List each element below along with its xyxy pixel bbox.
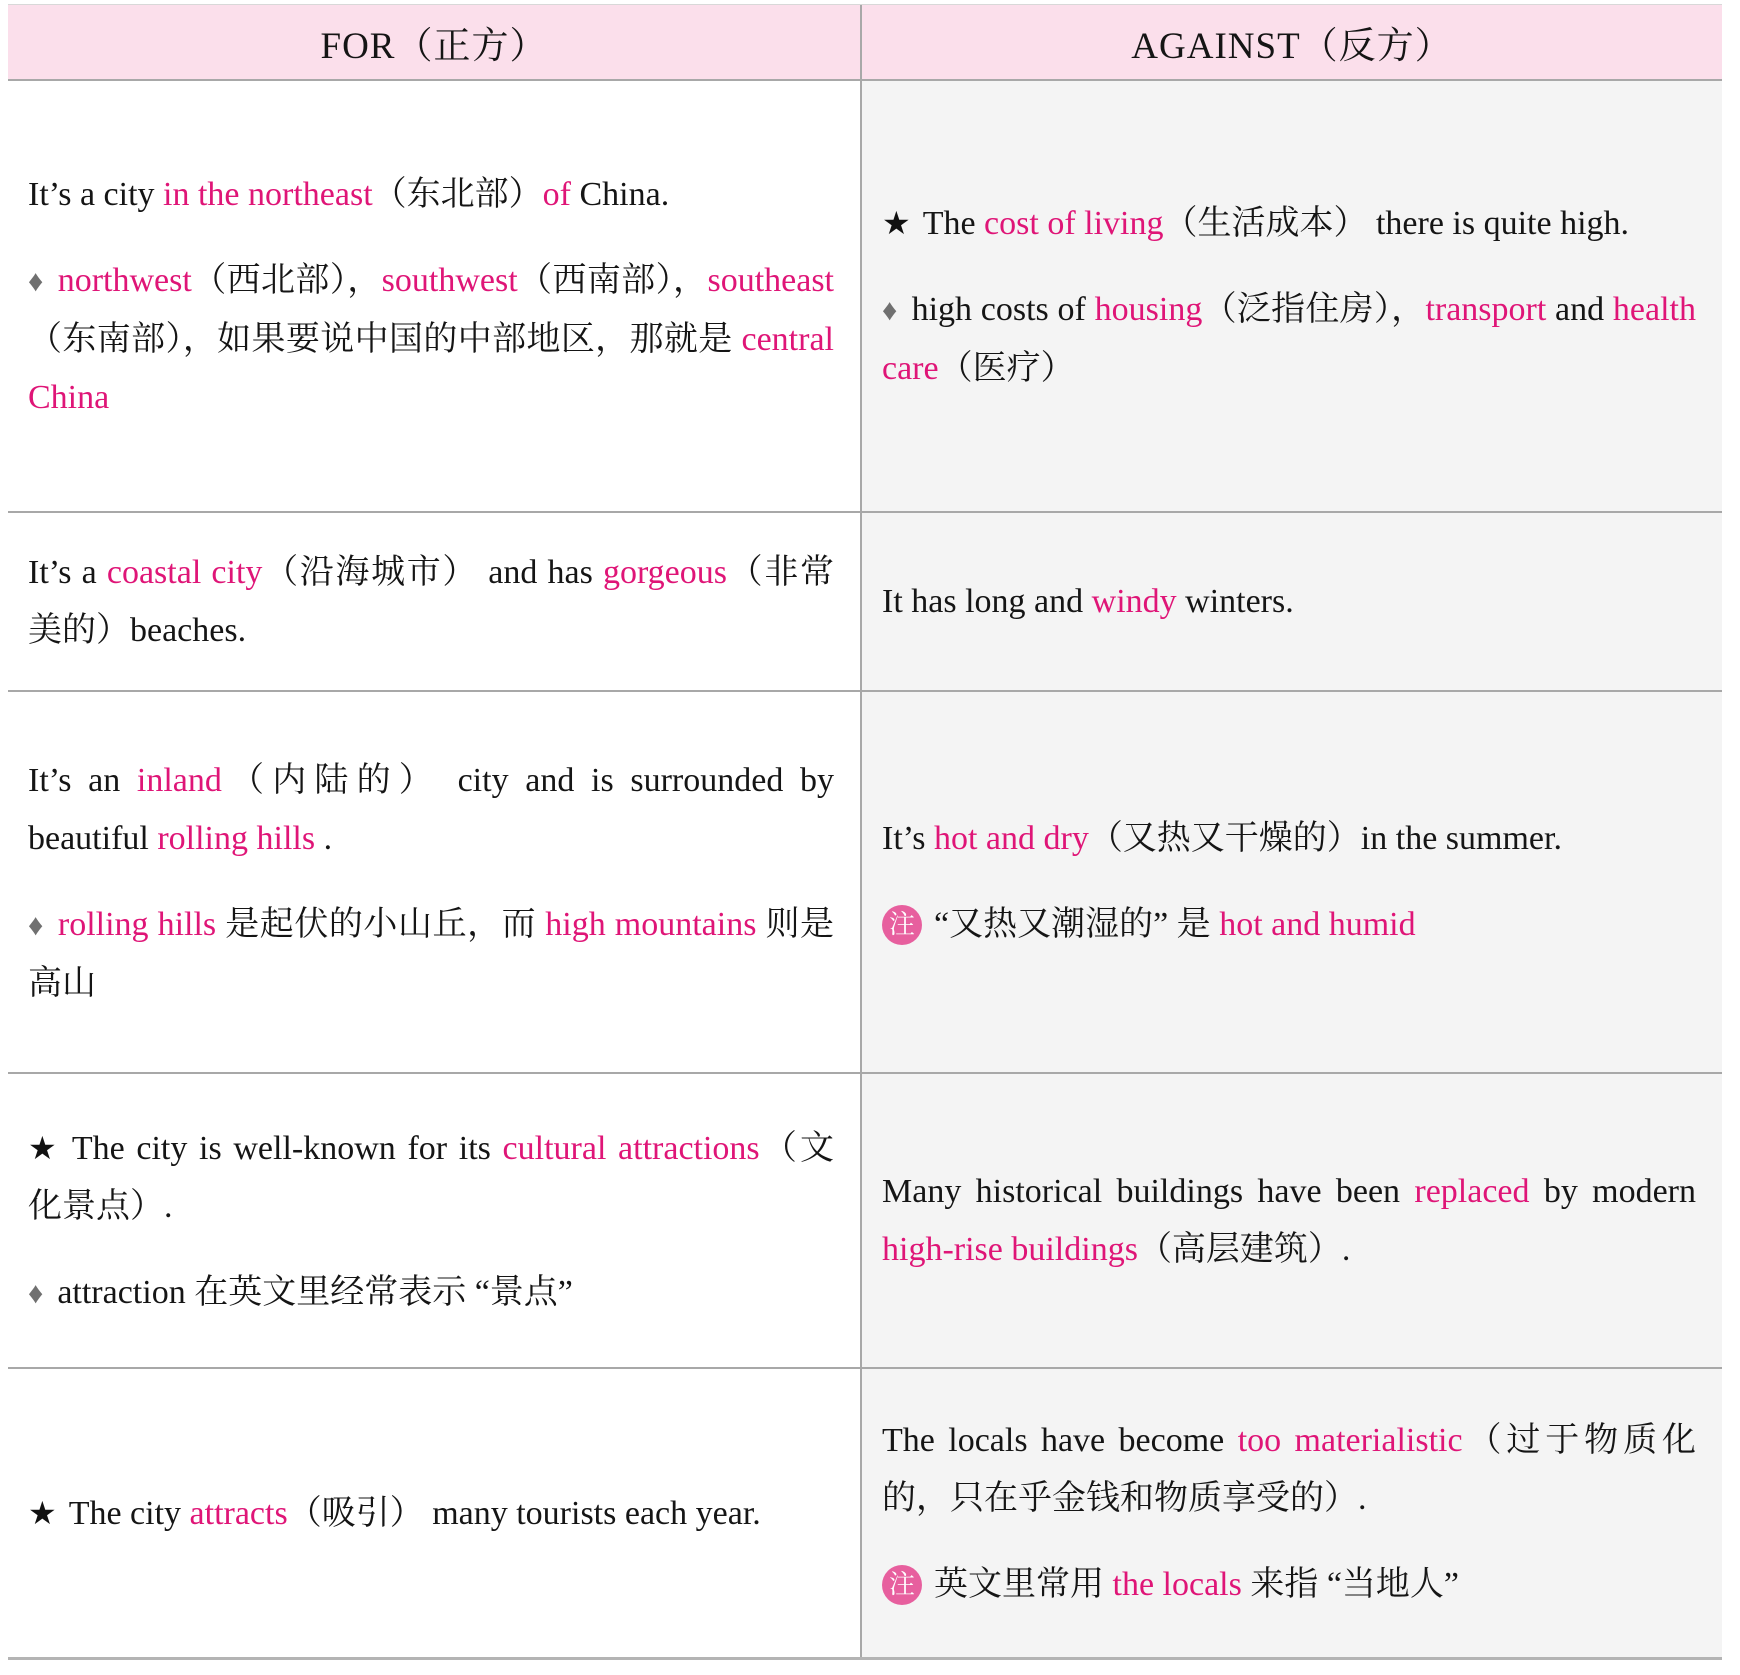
- paragraph: [882, 281, 1696, 398]
- paragraph: [882, 573, 1696, 631]
- highlighted-term: rolling hills: [157, 819, 316, 857]
- against-column-header: AGAINST（反方）: [1131, 26, 1453, 67]
- text-segment: It’s an: [28, 761, 137, 799]
- paragraph: [28, 544, 834, 660]
- text-segment: （文化景点）.: [28, 1129, 834, 1225]
- note-icon: 注: [882, 1565, 922, 1605]
- star-icon: ★: [28, 1129, 60, 1166]
- text-segment: （泛指住房），: [1202, 291, 1426, 328]
- table-row: [8, 1369, 1722, 1657]
- debate-table: [8, 4, 1722, 1660]
- highlighted-term: hot and humid: [1219, 906, 1416, 943]
- highlighted-term: too materialistic: [1237, 1422, 1463, 1459]
- highlighted-term: windy: [1091, 582, 1177, 620]
- text-segment: The: [922, 205, 985, 242]
- text-segment: It has long and: [882, 582, 1092, 620]
- highlighted-term: hot and dry: [933, 820, 1089, 857]
- table-row: [8, 81, 1722, 513]
- text-segment: 则是高山: [28, 905, 835, 1002]
- paragraph: [28, 166, 834, 224]
- highlighted-term: inland: [136, 761, 222, 799]
- against-cell: [862, 692, 1722, 1072]
- star-icon: ★: [882, 205, 911, 241]
- paragraph: [28, 752, 834, 868]
- table-row: [8, 692, 1722, 1074]
- highlighted-term: cultural attractions: [502, 1129, 760, 1167]
- diamond-icon: ♦: [882, 294, 898, 327]
- text-segment: The locals have become: [882, 1422, 1238, 1459]
- text-segment: by modern: [1529, 1172, 1697, 1210]
- text-segment: The city: [68, 1494, 190, 1532]
- for-cell: [8, 81, 862, 511]
- highlighted-term: high mountains: [545, 905, 757, 943]
- text-segment: 是起伏的小山丘，而: [216, 905, 546, 943]
- highlighted-term: health care: [882, 291, 1696, 387]
- highlighted-term: northwest: [57, 261, 192, 299]
- text-segment: （吸引） many tourists each year.: [287, 1494, 761, 1532]
- text-segment: （沿海城市） and has: [262, 553, 603, 591]
- paragraph: [28, 1119, 834, 1236]
- text-segment: （过于物质化的，只在乎金钱和物质享受的）.: [882, 1422, 1696, 1517]
- highlighted-term: high-rise buildings: [882, 1230, 1138, 1268]
- text-segment: 英文里常用: [934, 1566, 1113, 1603]
- text-segment: （东北部）: [372, 175, 543, 213]
- text-segment: and: [1546, 291, 1613, 328]
- table-row: [8, 513, 1722, 692]
- text-segment: “又热又潮湿的” 是: [934, 906, 1220, 943]
- against-cell: [862, 513, 1722, 690]
- against-cell: [862, 1074, 1722, 1367]
- text-segment: It’s a: [28, 553, 107, 591]
- text-segment: （东南部），如果要说中国的中部地区，那就是: [28, 320, 742, 358]
- text-segment: winters.: [1176, 582, 1294, 620]
- text-segment: （非常美的）beaches.: [28, 553, 834, 649]
- paragraph: [882, 810, 1696, 868]
- text-segment: （高层建筑）.: [1137, 1230, 1351, 1268]
- highlighted-term: rolling hills: [57, 905, 217, 943]
- for-cell: [8, 1369, 862, 1657]
- star-icon: ★: [28, 1494, 57, 1531]
- text-segment: high costs of: [911, 291, 1095, 328]
- highlighted-term: in the northeast: [163, 175, 373, 213]
- table-row: [8, 1074, 1722, 1369]
- paragraph: [28, 896, 834, 1013]
- text-segment: （又热又干燥的）in the summer.: [1088, 820, 1562, 857]
- paragraph: [28, 252, 834, 427]
- highlighted-term: the locals: [1112, 1566, 1242, 1603]
- paragraph: [882, 194, 1696, 253]
- for-cell: [8, 692, 862, 1072]
- diamond-icon: ♦: [28, 908, 44, 942]
- paragraph: [28, 1264, 834, 1323]
- paragraph: [882, 1412, 1696, 1528]
- text-segment: （西北部），: [191, 261, 382, 299]
- text-segment: （内陆的） city and is surrounded by beautiful: [28, 761, 834, 857]
- text-segment: The city is well-known for its: [71, 1129, 503, 1167]
- diamond-icon: ♦: [28, 1276, 44, 1310]
- against-cell: [862, 81, 1722, 511]
- text-segment: It’s: [882, 820, 934, 857]
- highlighted-term: of: [542, 175, 571, 213]
- highlighted-term: southeast: [707, 261, 835, 299]
- text-segment: attraction 在英文里经常表示 “景点”: [57, 1273, 573, 1311]
- text-segment: （西南部），: [517, 261, 708, 299]
- highlighted-term: transport: [1425, 291, 1547, 328]
- text-segment: It’s a city: [28, 175, 164, 213]
- text-segment: China.: [570, 175, 670, 213]
- against-cell: [862, 1369, 1722, 1657]
- text-segment: .: [315, 819, 333, 857]
- for-column-header: FOR（正方）: [8, 5, 862, 79]
- text-segment: （生活成本） there is quite high.: [1163, 205, 1630, 242]
- text-segment: Many historical buildings have been: [882, 1172, 1415, 1210]
- for-cell: [8, 1074, 862, 1367]
- text-segment: 来指 “当地人”: [1241, 1566, 1460, 1603]
- for-cell: [8, 513, 862, 690]
- note-icon: 注: [882, 905, 922, 945]
- paragraph: [882, 896, 1696, 954]
- highlighted-term: housing: [1094, 291, 1203, 328]
- highlighted-term: southwest: [381, 261, 518, 299]
- highlighted-term: cost of living: [984, 205, 1164, 242]
- highlighted-term: attracts: [189, 1494, 288, 1532]
- highlighted-term: replaced: [1414, 1172, 1530, 1210]
- text-segment: （医疗）: [938, 350, 1075, 387]
- highlighted-term: gorgeous: [602, 553, 727, 591]
- table-header-row: [8, 5, 1722, 81]
- highlighted-term: central China: [28, 320, 834, 416]
- highlighted-term: coastal city: [106, 553, 263, 591]
- paragraph: [882, 1163, 1696, 1279]
- paragraph: [882, 1556, 1696, 1614]
- paragraph: [28, 1484, 834, 1543]
- diamond-icon: ♦: [28, 264, 44, 298]
